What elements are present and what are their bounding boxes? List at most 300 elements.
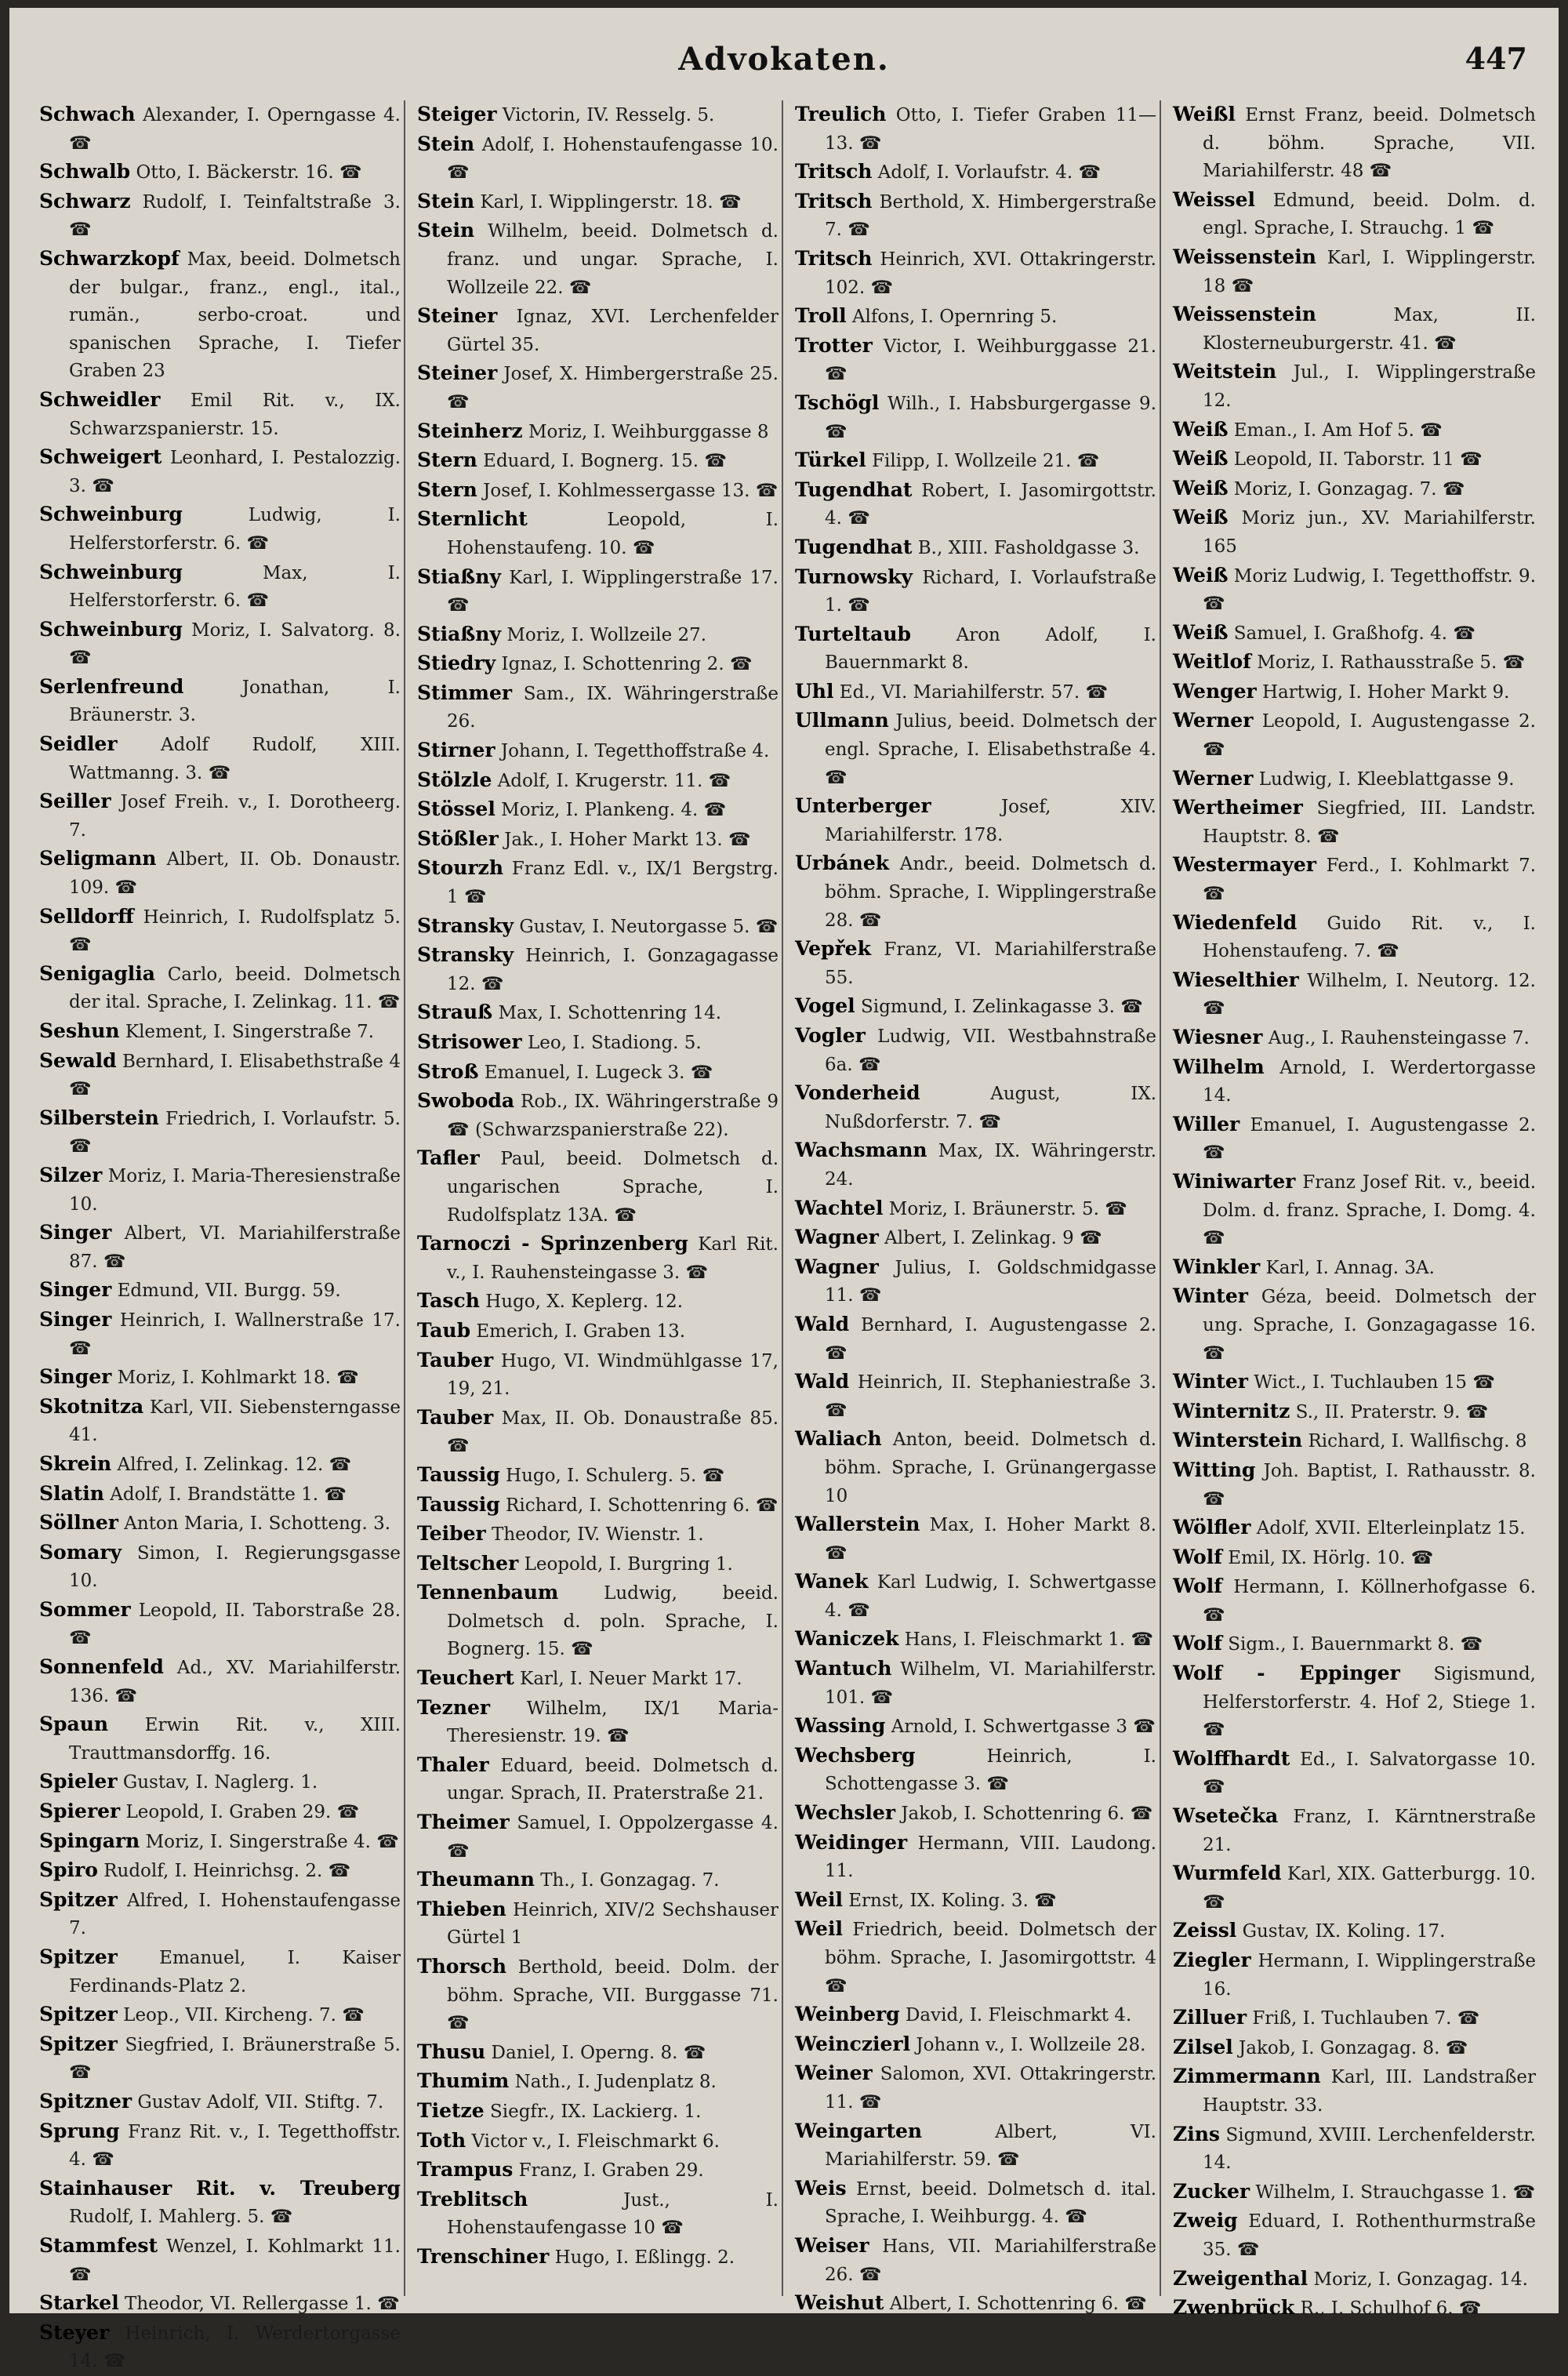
entry-details: Albert, I. Schottenring 6. ☎ xyxy=(889,2294,1147,2315)
directory-entry xyxy=(417,1346,779,1404)
directory-entry xyxy=(417,359,779,416)
directory-entry xyxy=(39,2030,401,2087)
entry-name: Spieler xyxy=(39,1770,118,1793)
entry-details: Adolf, I. Vorlaufstr. 4. ☎ xyxy=(877,162,1102,183)
directory-entry xyxy=(39,1450,401,1480)
entry-details: Hans, I. Fleischmarkt 1. ☎ xyxy=(904,1629,1154,1651)
directory-entry xyxy=(1173,765,1536,794)
entry-name: Seiller xyxy=(39,790,111,813)
entry-name: Seidler xyxy=(39,732,118,756)
entry-name: Singer xyxy=(39,1278,112,1302)
entry-details: S., II. Praterstr. 9. ☎ xyxy=(1295,1401,1489,1422)
entry-name: Weingarten xyxy=(795,2119,923,2142)
directory-entry xyxy=(417,1144,779,1230)
entry-name: Tietze xyxy=(417,2098,485,2122)
entry-name: Skrein xyxy=(39,1451,112,1475)
directory-entry xyxy=(417,417,779,447)
directory-entry xyxy=(1173,1282,1536,1368)
directory-entry xyxy=(417,476,779,506)
entry-details: Albert, I. Zelinkag. 9 ☎ xyxy=(884,1228,1102,1249)
directory-entry xyxy=(1173,2120,1536,2178)
entry-name: Schwarz xyxy=(39,189,131,213)
entry-details: Ludwig, beeid. Dolmetsch d. poln. Sprache, I. Bognerg. 15. ☎ xyxy=(447,1583,779,1660)
entry-details: Hartwig, I. Hoher Markt 9. xyxy=(1262,681,1510,703)
entry-name: Singer xyxy=(39,1307,112,1331)
directory-entry xyxy=(39,2000,401,2030)
entry-name: Tennenbaum xyxy=(417,1581,559,1604)
entry-details: Julius, I. Goldschmidgasse 11. ☎ xyxy=(825,1257,1157,1306)
directory-entry xyxy=(417,1895,779,1953)
directory-entry xyxy=(39,2232,401,2289)
entry-details: Theodor, VI. Rellergasse 1. ☎ xyxy=(125,2294,400,2315)
entry-details: Max, I. Hoher Markt 8. ☎ xyxy=(825,1515,1157,1564)
directory-entry xyxy=(417,679,779,736)
entry-details: Julius, beeid. Dolmetsch der engl. Sprache, I. Elisabethstraße 4. ☎ xyxy=(825,711,1157,788)
directory-entry xyxy=(795,1510,1156,1568)
directory-entry xyxy=(417,2156,779,2185)
entry-name: Tauber xyxy=(417,1405,494,1429)
entry-details: Friedrich, I. Vorlaufstr. 5. ☎ xyxy=(69,1108,401,1157)
entry-name: Tezner xyxy=(417,1695,491,1719)
entry-details: Sigmund, I. Zelinkagasse 3. ☎ xyxy=(860,997,1143,1018)
entry-details: Hugo, I. Eßlingg. 2. xyxy=(554,2247,735,2268)
directory-entry xyxy=(795,1253,1156,1310)
directory-entry xyxy=(39,245,401,386)
directory-entry xyxy=(1173,1513,1536,1543)
directory-entry xyxy=(39,1539,401,1596)
entry-name: Taub xyxy=(417,1318,471,1342)
directory-entry xyxy=(795,2232,1156,2289)
entry-name: Weissenstein xyxy=(1173,303,1316,326)
directory-entry xyxy=(795,1425,1156,1510)
entry-name: Spiro xyxy=(39,1858,98,1882)
entry-details: Karl, I. Neuer Markt 17. xyxy=(520,1669,742,1690)
entry-details: Simon, I. Regierungsgasse 10. xyxy=(69,1542,401,1592)
entry-details: Géza, beeid. Dolmetsch der ung. Sprache, I. Gonzagagasse 16. ☎ xyxy=(1203,1287,1537,1364)
entry-details: Victorin, IV. Resselg. 5. xyxy=(502,105,715,125)
entry-name: Zeissl xyxy=(1173,1919,1237,1942)
entry-details: Josef, X. Himbergerstraße 25. ☎ xyxy=(447,364,779,412)
entry-details: Heinrich, I. Wallnerstraße 17. ☎ xyxy=(69,1310,401,1359)
entry-name: Spaun xyxy=(39,1713,109,1736)
directory-entry xyxy=(39,673,401,730)
directory-entry xyxy=(417,2038,779,2068)
entry-details: Jakob, I. Gonzagag. 8. ☎ xyxy=(1239,2037,1468,2058)
entry-details: Anton Maria, I. Schotteng. 3. xyxy=(124,1513,391,1535)
directory-entry xyxy=(1173,1629,1536,1659)
directory-entry xyxy=(417,1808,779,1866)
directory-entry xyxy=(1173,851,1536,908)
entry-details: Heinrich, XVI. Ottakringerstr. 102. ☎ xyxy=(825,249,1156,298)
entry-details: Wict., I. Tuchlauben 15 ☎ xyxy=(1254,1372,1496,1393)
entry-name: Steiner xyxy=(417,361,498,385)
directory-entry xyxy=(795,1079,1156,1136)
entry-name: Steiger xyxy=(417,103,497,125)
entry-name: Unterberger xyxy=(795,794,931,818)
entry-name: Weissenstein xyxy=(1173,245,1316,268)
entry-name: Sonnenfeld xyxy=(39,1655,164,1679)
entry-name: Stössel xyxy=(417,797,495,821)
entry-name: Weidinger xyxy=(795,1830,908,1854)
column-2 xyxy=(417,100,783,2296)
entry-details: Richard, I. Schottenring 6. ☎ xyxy=(506,1495,779,1516)
entry-name: Steyer xyxy=(39,2320,110,2344)
entry-details: Johann v., I. Wollzeile 28. xyxy=(916,2034,1146,2055)
directory-entry xyxy=(795,1223,1156,1253)
directory-entry xyxy=(417,130,779,187)
directory-entry xyxy=(795,1310,1156,1368)
entry-name: Vonderheid xyxy=(795,1081,920,1105)
entry-name: Stourzh xyxy=(417,856,503,880)
directory-entry xyxy=(39,845,401,902)
entry-details: Joh. Baptist, I. Rathausstr. 8. ☎ xyxy=(1203,1460,1536,1510)
directory-entry xyxy=(1173,503,1536,561)
directory-entry xyxy=(39,2087,401,2117)
entry-name: Weitstein xyxy=(1173,360,1277,383)
directory-entry xyxy=(417,505,779,562)
entry-details: Leopold, I. Augustengasse 2. ☎ xyxy=(1203,711,1536,761)
entry-name: Wolf xyxy=(1173,1632,1222,1655)
entry-name: Teltscher xyxy=(417,1551,519,1575)
entry-details: Heinrich, II. Stephaniestraße 3. ☎ xyxy=(825,1372,1157,1421)
directory-entry xyxy=(417,1230,779,1287)
entry-details: Alfred, I. Zelinkag. 12. ☎ xyxy=(117,1454,352,1475)
entry-details: Eduard, I. Rothenthurmstraße 35. ☎ xyxy=(1203,2211,1536,2260)
entry-details: Victor v., I. Fleischmarkt 6. xyxy=(471,2131,720,2152)
entry-details: Franz, I. Graben 29. xyxy=(518,2160,704,2182)
entry-details: Leopold, II. Taborstr. 11 ☎ xyxy=(1233,449,1483,470)
entry-details: Adolf, I. Hohenstaufengasse 10. ☎ xyxy=(447,134,779,183)
directory-entry xyxy=(417,187,779,217)
directory-entry xyxy=(39,1509,401,1539)
directory-entry xyxy=(417,2185,779,2243)
entry-details: Rob., IX. Währingerstraße 9 ☎ (Schwarzspanierstraße 22). xyxy=(447,1092,779,1140)
directory-entry xyxy=(795,1568,1156,1625)
entry-name: Turteltaub xyxy=(795,622,912,645)
directory-entry xyxy=(39,386,401,443)
entry-details: Jakob, I. Schottenring 6. ☎ xyxy=(901,1804,1153,1825)
entry-name: Spitzer xyxy=(39,1945,118,1968)
entry-name: Wagner xyxy=(795,1255,879,1278)
entry-name: Zimmermann xyxy=(1173,2065,1321,2088)
entry-name: Somary xyxy=(39,1540,122,1564)
entry-name: Schweigert xyxy=(39,445,162,469)
entry-details: Rudolf, I. Mahlerg. 5. ☎ xyxy=(69,2207,293,2228)
entry-name: Schweinburg xyxy=(39,503,183,526)
entry-name: Zilluer xyxy=(1173,2006,1247,2029)
directory-entry xyxy=(417,1866,779,1895)
directory-entry xyxy=(417,1579,779,1664)
entry-details: Guido Rit. v., I. Hohenstaufeng. 7. ☎ xyxy=(1203,913,1536,962)
entry-name: Zweigenthal xyxy=(1173,2266,1308,2290)
directory-entry xyxy=(1173,1110,1536,1168)
directory-entry xyxy=(1173,186,1536,243)
entry-name: Winterstein xyxy=(1173,1429,1303,1452)
entry-name: Stölzle xyxy=(417,768,492,791)
entry-details: Edmund, beeid. Dolm. d. engl. Sprache, I. Strauchg. 1 ☎ xyxy=(1203,190,1536,239)
directory-entry xyxy=(795,2030,1156,2060)
entry-details: Hermann, I. Wipplingerstraße 16. xyxy=(1203,1951,1537,2000)
entry-name: Wenger xyxy=(1173,679,1257,703)
entry-details: Moriz, I. Plankeng. 4. ☎ xyxy=(501,800,727,821)
directory-entry xyxy=(1173,2033,1536,2063)
directory-entry xyxy=(417,1520,779,1549)
entry-details: Moriz Ludwig, I. Tegetthoffstr. 9. ☎ xyxy=(1203,565,1537,615)
entry-details: Karl, XIX. Gatterburgg. 10. ☎ xyxy=(1203,1864,1536,1913)
entry-name: Tritsch xyxy=(795,246,873,270)
entry-details: Gustav, IX. Koling. 17. xyxy=(1242,1921,1446,1942)
entry-details: Wilhelm, beeid. Dolmetsch d. franz. und ungar. Sprache, I. Wollzeile 22. ☎ xyxy=(447,221,779,298)
entry-details: Alfred, I. Hohenstaufengasse 7. xyxy=(69,1890,401,1939)
directory-entry xyxy=(795,1886,1156,1916)
entry-name: Wiesner xyxy=(1173,1026,1263,1048)
entry-details: Max, I. Schottenring 14. xyxy=(498,1003,722,1024)
directory-entry xyxy=(39,1393,401,1450)
entry-name: Weissel xyxy=(1173,187,1255,211)
directory-entry xyxy=(39,960,401,1017)
entry-name: Stern xyxy=(417,449,477,472)
entry-name: Senigaglia xyxy=(39,961,155,985)
entry-name: Wolf - Eppinger xyxy=(1173,1662,1400,1685)
entry-name: Spitzer xyxy=(39,2032,118,2055)
entry-name: Steinherz xyxy=(417,419,523,442)
entry-details: Th., I. Gonzagag. 7. xyxy=(540,1870,720,1891)
entry-name: Sternlicht xyxy=(417,507,528,531)
entry-name: Tarnoczi - Sprinzenberg xyxy=(417,1232,688,1255)
entry-name: Weishut xyxy=(795,2291,884,2315)
page-title: Advokaten. xyxy=(678,41,890,78)
entry-details: Leopold, II. Taborstraße 28. ☎ xyxy=(69,1600,401,1649)
entry-name: Weiß xyxy=(1173,476,1229,500)
entry-name: Skotnitza xyxy=(39,1394,144,1418)
entry-details: Samuel, I. Graßhofg. 4. ☎ xyxy=(1233,623,1476,644)
directory-entry xyxy=(1173,2294,1536,2323)
entry-details: Jonathan, I. Bräunerstr. 3. xyxy=(69,677,401,726)
directory-entry xyxy=(39,1276,401,1306)
entry-name: Strauß xyxy=(417,1001,493,1024)
directory-entry xyxy=(795,446,1156,476)
directory-entry xyxy=(795,707,1156,792)
directory-entry xyxy=(795,332,1156,389)
directory-entry xyxy=(39,2319,401,2376)
entry-name: Weinberg xyxy=(795,2003,900,2026)
entry-name: Wieselthier xyxy=(1173,968,1299,991)
entry-name: Singer xyxy=(39,1221,112,1244)
entry-details: Karl, VII. Siebensterngasse 41. xyxy=(69,1397,401,1446)
entry-details: Aug., I. Rauhensteingasse 7. xyxy=(1268,1028,1530,1048)
directory-entry xyxy=(39,1596,401,1653)
directory-entry xyxy=(39,1797,401,1827)
entry-details: Karl Rit. v., I. Rauhensteingasse 3. ☎ xyxy=(447,1234,779,1283)
entry-name: Weiner xyxy=(795,2062,873,2085)
entry-name: Wald xyxy=(795,1312,850,1335)
entry-details: Emanuel, I. Augustengasse 2. ☎ xyxy=(1203,1114,1537,1164)
entry-name: Vogler xyxy=(795,1024,866,1047)
entry-name: Schwarzkopf xyxy=(39,246,180,270)
directory-entry xyxy=(795,2059,1156,2116)
entry-name: Treulich xyxy=(795,103,887,125)
entry-details: Leopold, I. Graben 29. ☎ xyxy=(125,1802,360,1823)
entry-name: Thaler xyxy=(417,1753,489,1776)
directory-entry xyxy=(417,620,779,650)
entry-name: Strisower xyxy=(417,1030,522,1053)
entry-details: Moriz, I. Gonzagag. 7. ☎ xyxy=(1233,478,1465,500)
directory-entry xyxy=(795,2117,1156,2174)
entry-details: Max, IX. Währingerstr. 24. xyxy=(825,1141,1156,1190)
entry-name: Spierer xyxy=(39,1800,121,1823)
entry-name: Stiedry xyxy=(417,652,496,675)
entry-details: Leonhard, I. Pestalozzig. 3. ☎ xyxy=(69,448,401,496)
entry-name: Schwalb xyxy=(39,160,131,183)
entry-details: Adolf, I. Brandstätte 1. ☎ xyxy=(110,1484,347,1505)
directory-entry xyxy=(795,1368,1156,1425)
entry-name: Tritsch xyxy=(795,160,873,183)
entry-name: Selldorff xyxy=(39,904,134,928)
directory-entry xyxy=(1173,1168,1536,1253)
entry-name: Wolffhardt xyxy=(1173,1746,1290,1770)
entry-details: Max, II. Klosterneuburgerstr. 41. ☎ xyxy=(1203,305,1536,354)
entry-name: Winter xyxy=(1173,1370,1248,1393)
entry-details: Robert, I. Jasomirgottstr. 4. ☎ xyxy=(825,480,1156,529)
entry-details: Karl Ludwig, I. Schwertgasse 4. ☎ xyxy=(825,1572,1156,1621)
directory-entry xyxy=(1173,1659,1536,1745)
entry-name: Vepřek xyxy=(795,937,871,961)
entry-name: Tugendhat xyxy=(795,535,913,558)
entry-details: Richard, I. Wallfischg. 8 xyxy=(1308,1431,1527,1452)
directory-entry xyxy=(1173,1745,1536,1802)
entry-details: Karl, III. Landstraßer Hauptstr. 33. xyxy=(1203,2067,1536,2116)
directory-entry xyxy=(1173,678,1536,707)
entry-name: Winternitz xyxy=(1173,1399,1290,1422)
entry-name: Steiner xyxy=(417,304,498,328)
entry-details: Arnold, I. Schwertgasse 3 ☎ xyxy=(891,1717,1156,1738)
entry-details: Leopold, I. Hohenstaufeng. 10. ☎ xyxy=(447,510,779,558)
directory-entry xyxy=(417,941,779,998)
entry-name: Westermayer xyxy=(1173,853,1316,877)
entry-details: Theodor, IV. Wienstr. 1. xyxy=(492,1524,704,1546)
entry-details: Ed., I. Salvatorgasse 10. ☎ xyxy=(1203,1749,1536,1798)
directory-entry xyxy=(39,1363,401,1393)
directory-entry xyxy=(795,792,1156,849)
entry-details: Ludwig, VII. Westbahnstraße 6a. ☎ xyxy=(825,1026,1157,1075)
directory-entry xyxy=(417,649,779,679)
directory-entry xyxy=(795,620,1156,678)
entry-name: Stern xyxy=(417,478,477,501)
directory-entry xyxy=(417,1694,779,1751)
entry-details: Jak., I. Hoher Markt 13. ☎ xyxy=(504,829,751,850)
entry-details: Nath., I. Judenplatz 8. xyxy=(514,2072,717,2093)
directory-entry xyxy=(39,1219,401,1276)
entry-name: Thieben xyxy=(417,1897,506,1920)
entry-name: Stammfest xyxy=(39,2233,158,2257)
entry-details: August, IX. Nußdorferstr. 7. ☎ xyxy=(825,1084,1156,1132)
entry-name: Starkel xyxy=(39,2291,119,2315)
directory-entry xyxy=(417,1287,779,1317)
entry-details: Sam., IX. Währingerstraße 26. xyxy=(447,683,779,732)
directory-entry xyxy=(39,1943,401,2000)
entry-details: Moriz, I. Weihburggasse 8 xyxy=(528,421,769,442)
entry-name: Spitzer xyxy=(39,1887,118,1911)
directory-entry xyxy=(1173,1023,1536,1053)
entry-name: Urbánek xyxy=(795,852,890,875)
directory-entry xyxy=(39,2174,401,2232)
directory-entry xyxy=(417,1664,779,1694)
directory-entry xyxy=(795,1194,1156,1224)
entry-name: Zilsel xyxy=(1173,2035,1233,2058)
directory-entry xyxy=(795,849,1156,935)
entry-name: Wanek xyxy=(795,1570,869,1593)
directory-entry xyxy=(1173,474,1536,504)
entry-details: Siegfried, III. Landstr. Hauptstr. 8. ☎ xyxy=(1203,798,1536,847)
directory-entry xyxy=(1173,300,1536,358)
directory-entry xyxy=(39,158,401,187)
entry-details: Sigismund, Helferstorferstr. 4. Hof 2, Stiege 1. ☎ xyxy=(1203,1664,1536,1741)
entry-name: Theimer xyxy=(417,1811,510,1834)
entry-details: Heinrich, I. Werdertorgasse 14. ☎ xyxy=(69,2323,401,2372)
directory-entry xyxy=(39,1104,401,1161)
entry-details: Bernhard, I. Elisabethstraße 4 ☎ xyxy=(69,1051,401,1100)
entry-name: Tritsch xyxy=(795,189,873,213)
entry-name: Weiß xyxy=(1173,447,1229,470)
entry-details: Emanuel, I. Kaiser Ferdinands-Platz 2. xyxy=(69,1948,401,1996)
entry-name: Silzer xyxy=(39,1163,103,1186)
entry-details: Samuel, I. Oppolzergasse 4. ☎ xyxy=(447,1813,779,1862)
entry-name: Treblitsch xyxy=(417,2187,528,2211)
entry-details: Heinrich, I. Schottengasse 3. ☎ xyxy=(825,1746,1156,1795)
entry-details: Emil, IX. Hörlg. 10. ☎ xyxy=(1228,1547,1434,1568)
entry-details: Ad., XV. Mariahilferstr. 136. ☎ xyxy=(69,1658,401,1706)
entry-details: Rudolf, I. Heinrichsg. 2. ☎ xyxy=(103,1861,351,1882)
entry-name: Weiser xyxy=(795,2233,869,2257)
directory-entry xyxy=(1173,2178,1536,2207)
entry-details: Alexander, I. Operngasse 4. ☎ xyxy=(69,105,401,154)
entry-details: Filipp, I. Wollzeile 21. ☎ xyxy=(872,451,1100,472)
entry-details: Ernst, beeid. Dolmetsch d. ital. Sprache, I. Weihburgg. 4. ☎ xyxy=(825,2178,1157,2228)
directory-columns xyxy=(39,100,1541,2372)
directory-entry xyxy=(795,2174,1156,2232)
entry-details: Edmund, VII. Burgg. 59. xyxy=(117,1281,341,1302)
entry-name: Weiß xyxy=(1173,506,1229,529)
directory-entry xyxy=(795,187,1156,245)
entry-name: Stein xyxy=(417,132,475,155)
entry-name: Stainhauser Rit. v. Treuberg xyxy=(39,2176,401,2200)
entry-details: Wilhelm, I. Neutorg. 12. ☎ xyxy=(1203,970,1536,1019)
entry-details: Emerich, I. Graben 13. xyxy=(476,1321,686,1342)
entry-details: Karl, I. Wipplingerstraße 17. ☎ xyxy=(447,567,779,616)
directory-entry xyxy=(795,1742,1156,1799)
entry-details: Adolf, XVII. Elterleinplatz 15. xyxy=(1256,1518,1526,1539)
entry-name: Werner xyxy=(1173,766,1254,790)
directory-entry xyxy=(417,1404,779,1461)
entry-name: Wechsberg xyxy=(795,1743,916,1767)
directory-entry xyxy=(795,2289,1156,2319)
entry-name: Wachsmann xyxy=(795,1139,927,1162)
directory-entry xyxy=(1173,2062,1536,2120)
entry-name: Seshun xyxy=(39,1019,120,1042)
directory-entry xyxy=(39,443,401,500)
entry-details: Moriz, I. Maria-Theresienstraße 10. xyxy=(69,1165,401,1215)
directory-entry xyxy=(1173,2207,1536,2264)
directory-entry xyxy=(1173,966,1536,1023)
entry-details: Hugo, I. Schulerg. 5. ☎ xyxy=(506,1465,725,1486)
directory-entry xyxy=(1173,2265,1536,2294)
entry-name: Taussig xyxy=(417,1492,500,1516)
directory-entry xyxy=(417,1058,779,1088)
entry-name: Tschögl xyxy=(795,391,880,414)
directory-entry xyxy=(39,187,401,245)
entry-name: Wolf xyxy=(1173,1575,1222,1598)
entry-details: Alfons, I. Opernring 5. xyxy=(851,307,1058,328)
